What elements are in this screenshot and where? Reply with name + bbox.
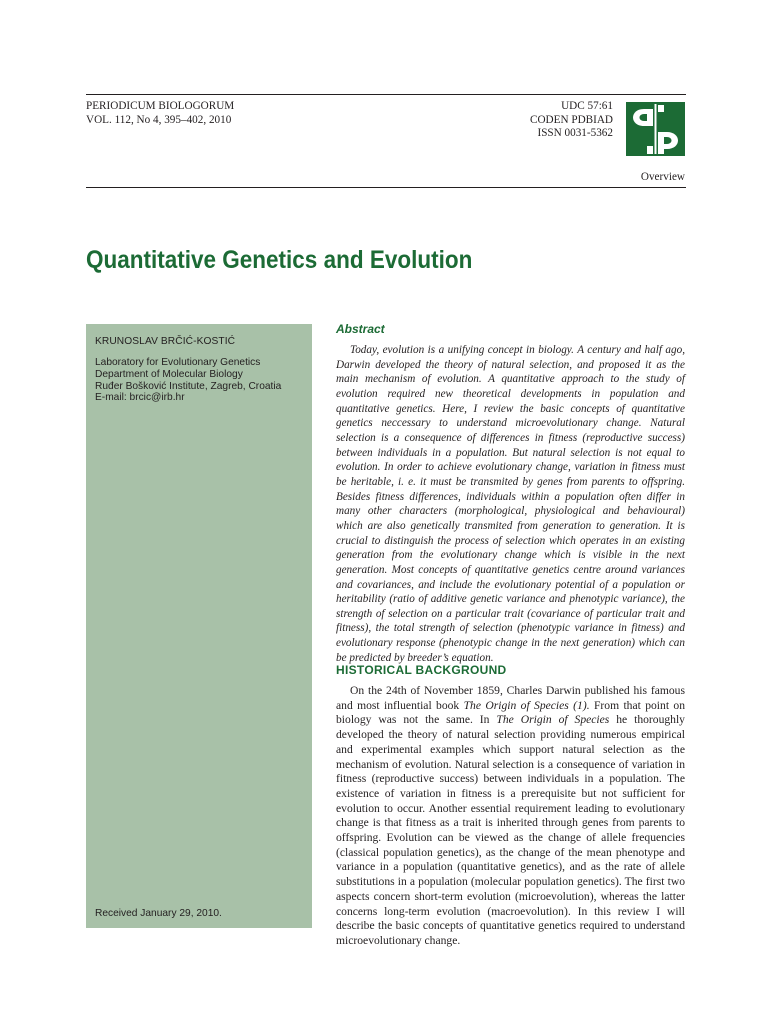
article-title: Quantitative Genetics and Evolution	[86, 246, 473, 274]
journal-logo-pb-icon	[626, 102, 685, 156]
book-reference: The Origin of Species (1).	[463, 698, 590, 712]
author-affiliation	[95, 357, 281, 404]
body-text-part-3: he thoroughly developed the theory of natural selection providing numerous empirical and experimental examples which support natural selection as the mechanism of evolution. Natural selection is a consequence of variation in fitness (reproductive success) between individuals in a population. The existence of variation in fitness is a prerequisite but not sufficient for evolution to occur. Another essential requirement leading to evolutionary change is that fitness as a trait is inherited through genes from parents to offspring. Evolution can be viewed as the change of allele frequencies (classical population genetics), as the change of the mean phenotype and variance in a population (quantitative genetics), and as the rate of allele substitutions in a population (molecular population genetics). The first two aspects concern short-term evolution (microevolution), whereas the latter concerns long-term evolution (macroevolution). In this review I will describe the basic concepts of quantitative genetics required to understand microevolutionary change.	[336, 713, 685, 947]
article-type: Overview	[640, 171, 685, 183]
udc-code: UDC 57:61	[561, 100, 613, 112]
journal-volume: VOL. 112, No 4, 395–402, 2010	[86, 113, 232, 126]
body-text-part-2: From that point on biology was not the same. In	[336, 698, 686, 727]
author-email[interactable]: E-mail: brcic@irb.hr	[95, 392, 185, 404]
header-top-rule	[86, 94, 686, 95]
abstract-text: Today, evolution is a unifying concept in biology. A century and half ago, Darwin developed the theory of natural selection, and proposed it as the main mechanism of evolution. A quantitative approach to the study of evolution required new theoretical developments in population and quantitative genetics. Here, I review the basic concepts of quantitative genetics neccessary to understand microevolutionary change. Natural selection is a consequence of differences in fitness (reproductive success) between individuals in a population. But natural selection is not equal to evolution. In order to achieve evolutionary change, variation in fitness must be heritable, i. e. it must be transmited by genes from parents to offspring. Besides fitness differences, individuals within a population often differ in many other characters (morphological, physiological and behavioural) which are also genetically transmited from generation to generation. It is crucial to distinguish the process of selection which operates in an existing generation from the evolutionary change which is visible in the next generation. Most concepts of quantitative genetics centre around variances and covariances, and include the evolutionary potential of a population or heritability (ratio of additive genetic variance and phenotypic variance), the strength of selection on a particular trait (covariance of particular trait and fitness), the total strength of selection (phenotypic variance in fitness) and evolutionary response (phenotypic change in the next generation) which can be predicted by breeder’s equation.	[336, 344, 685, 664]
body-text-part-1: On the 24th of November 1859, Charles Darwin published his famous and most influential book	[336, 684, 685, 712]
affiliation-lab: Laboratory for Evolutionary Genetics	[95, 357, 261, 368]
issn-code: ISSN 0031-5362	[537, 127, 613, 140]
header-bottom-rule	[86, 187, 686, 188]
affiliation-department: Department of Molecular Biology	[95, 368, 243, 380]
coden-code: CODEN PDBIAD	[530, 113, 613, 126]
author-name: KRUNOSLAV BRČIĆ-KOSTIĆ	[95, 336, 236, 347]
author-sidebar	[86, 324, 312, 928]
abstract-heading: Abstract	[336, 322, 385, 336]
historical-background-text	[336, 684, 685, 949]
historical-background-heading: HISTORICAL BACKGROUND	[336, 663, 507, 677]
received-date: Received January 29, 2010.	[95, 908, 222, 919]
journal-name: PERIODICUM BIOLOGORUM	[86, 100, 235, 112]
journal-info	[86, 100, 234, 127]
book-title: The Origin of Species	[496, 713, 610, 727]
journal-codes	[530, 100, 613, 141]
affiliation-institute: Ruđer Bošković Institute, Zagreb, Croatia	[95, 380, 282, 392]
